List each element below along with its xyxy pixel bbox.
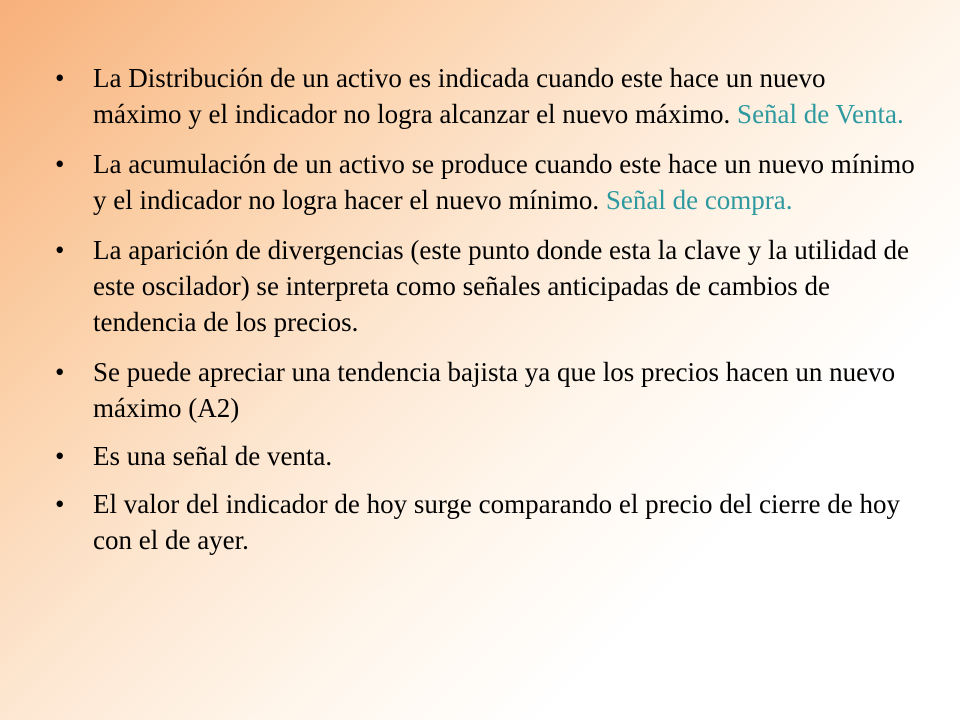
- bullet-item-valor-indicador: [55, 486, 915, 558]
- bullet-marker: •: [55, 63, 65, 93]
- bullet-text: La Distribución de un activo es indicada cuando este hace un nuevo máximo y el indicador no logra alcanzar el nuevo máximo.: [93, 63, 826, 129]
- bullet-highlight-sell-signal: Señal de Venta.: [737, 99, 904, 129]
- bullet-item-distribucion: [55, 60, 915, 132]
- bullet-highlight-buy-signal: Señal de compra.: [605, 185, 793, 215]
- bullet-marker: •: [55, 489, 65, 519]
- bullet-item-senal-venta: [55, 438, 915, 474]
- bullet-text: Se puede apreciar una tendencia bajista ya que los precios hacen un nuevo máximo (A2): [93, 357, 896, 423]
- bullet-text: Es una señal de venta.: [93, 441, 333, 471]
- bullet-item-acumulacion: [55, 146, 915, 218]
- bullet-text: La aparición de divergencias (este punto donde esta la clave y la utilidad de este oscilador) se interpreta como señales anticipadas de cambios de tendencia de los precios.: [93, 235, 909, 337]
- bullet-marker: •: [55, 149, 65, 179]
- bullet-marker: •: [55, 441, 65, 471]
- bullet-text: El valor del indicador de hoy surge comparando el precio del cierre de hoy con el de ayer.: [93, 489, 900, 555]
- bullet-item-tendencia-bajista: [55, 354, 915, 426]
- bullet-text: La acumulación de un activo se produce cuando este hace un nuevo mínimo y el indicador no logra hacer el nuevo mínimo.: [93, 149, 915, 215]
- bullet-list: [55, 60, 915, 570]
- bullet-marker: •: [55, 235, 65, 265]
- bullet-marker: •: [55, 357, 65, 387]
- bullet-item-divergencias: [55, 232, 915, 340]
